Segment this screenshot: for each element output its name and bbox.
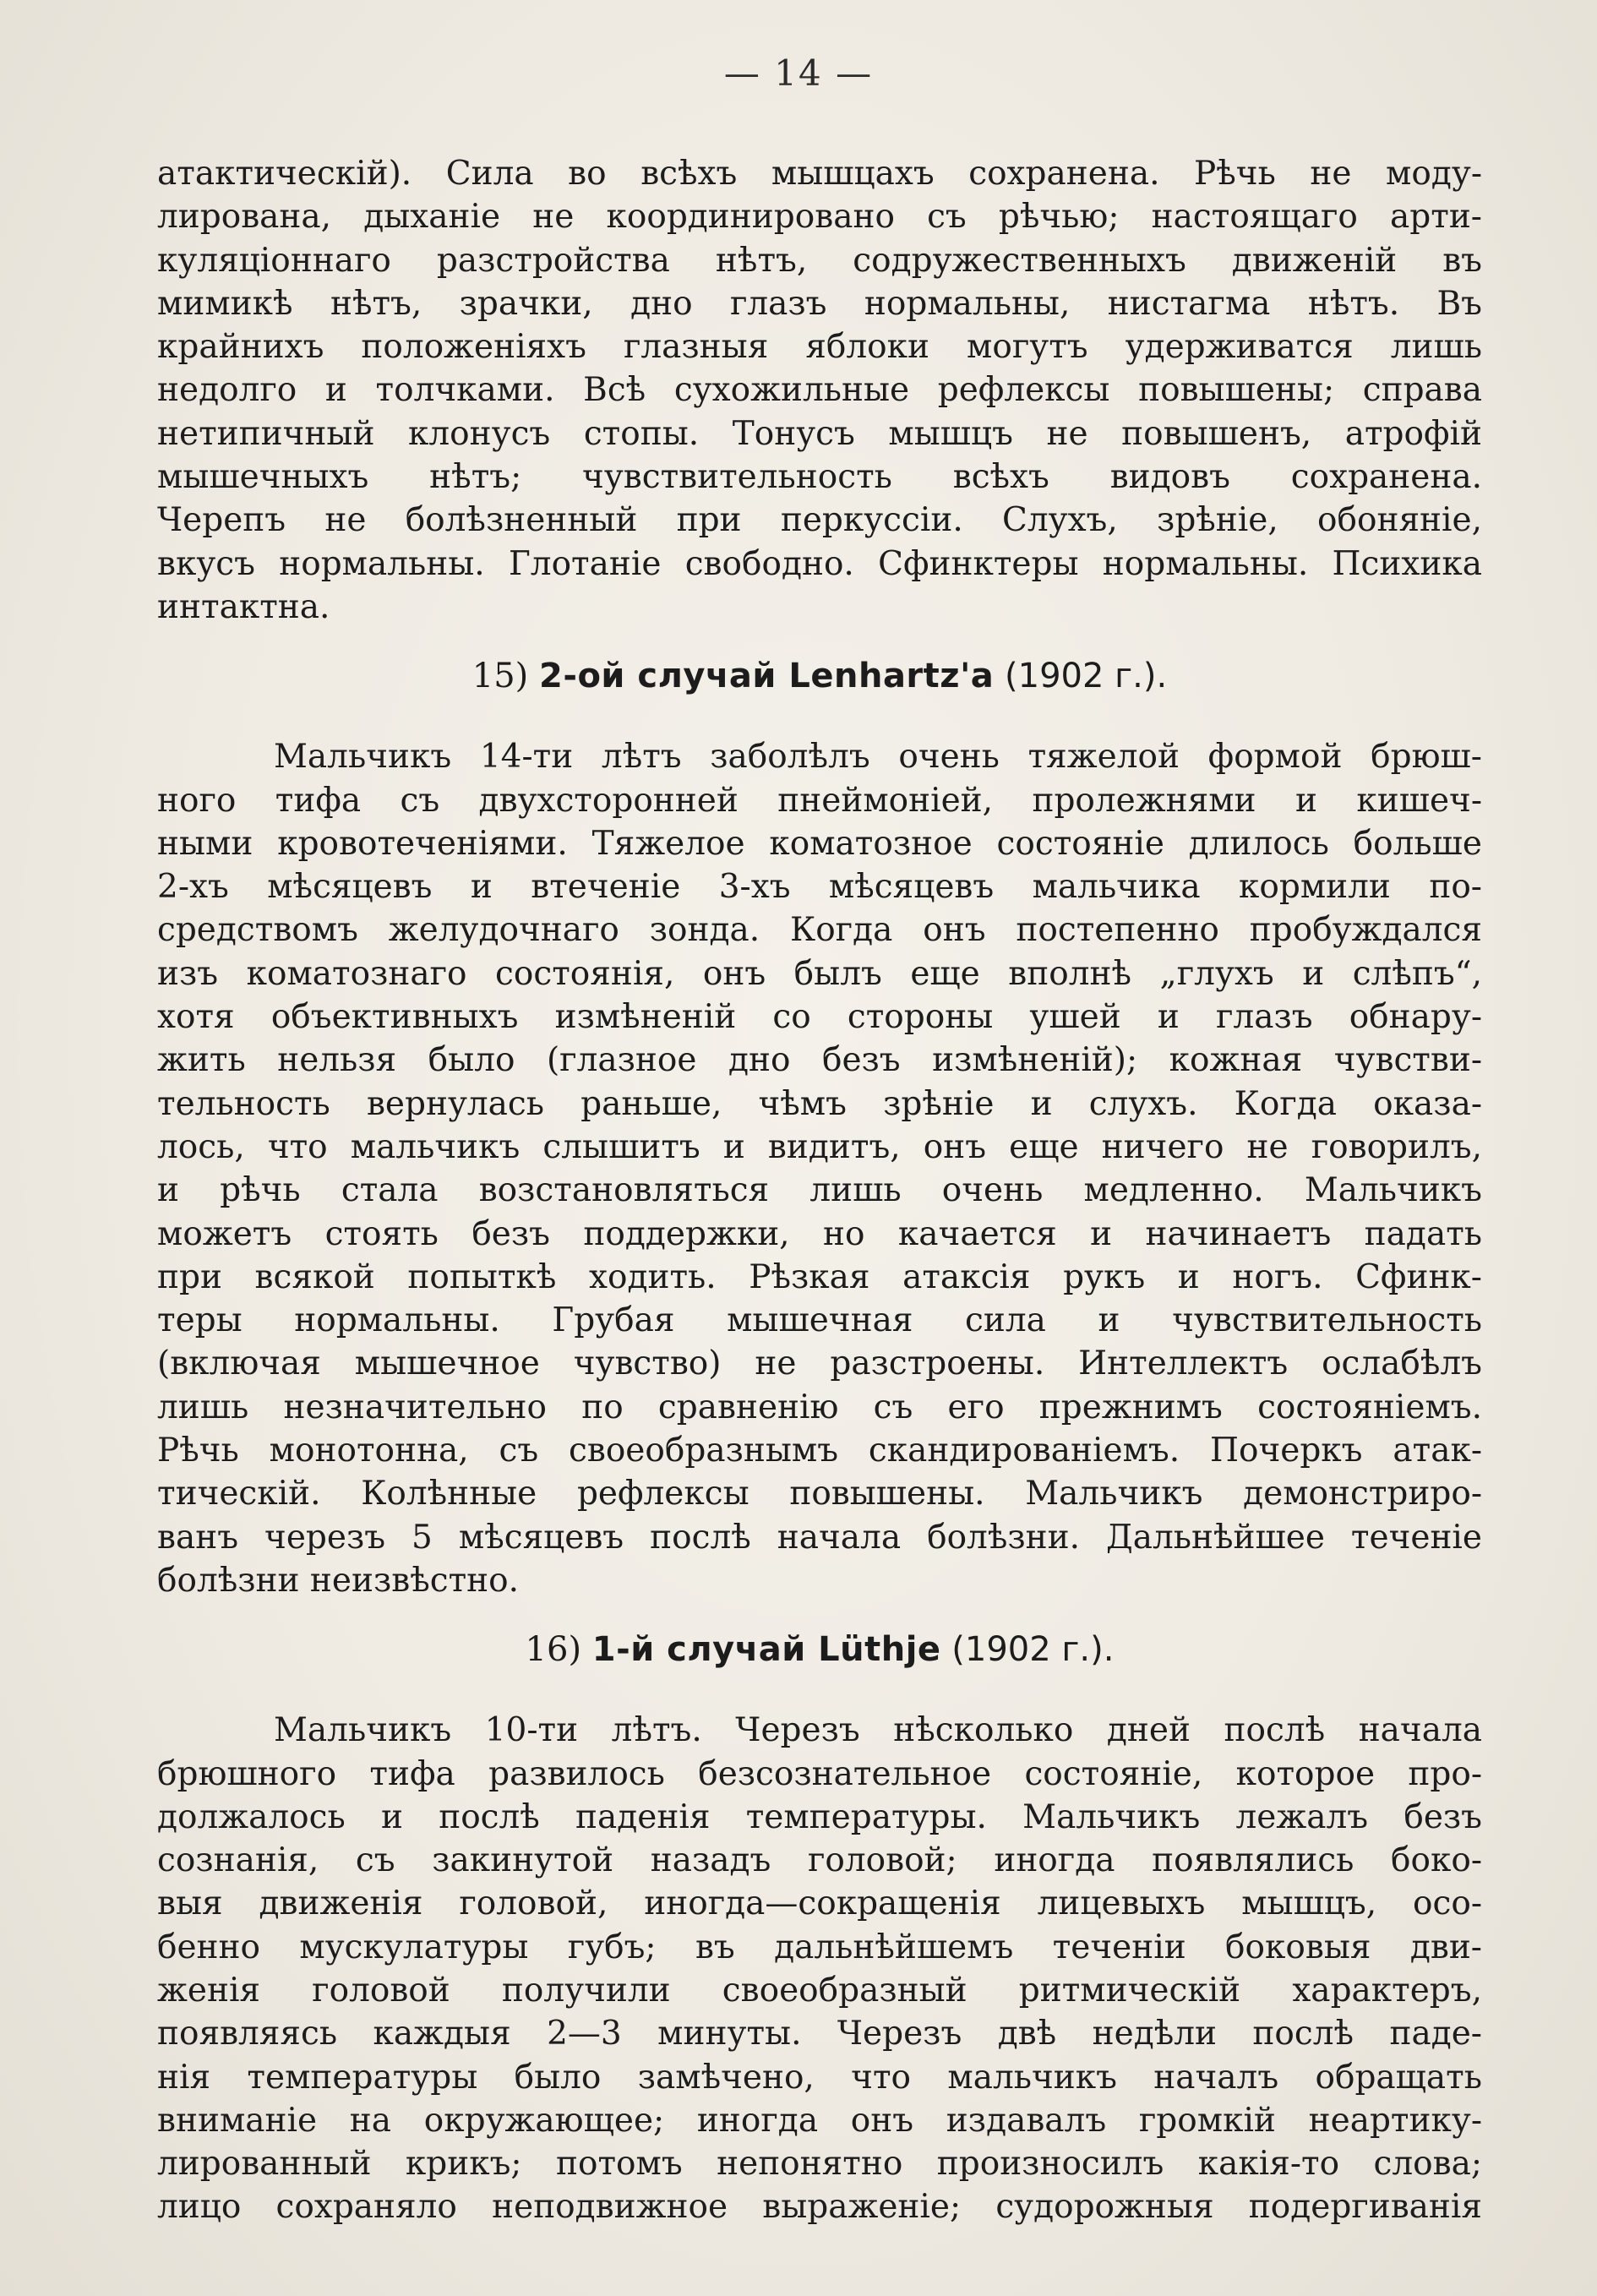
- text-line: Рѣчь монотонна, съ своеобразнымъ скандированіемъ. Почеркъ атак-: [157, 1432, 1482, 1470]
- text-line: Мальчикъ 10-ти лѣтъ. Черезъ нѣсколько дней послѣ начала: [274, 1711, 1482, 1750]
- text-line: тельность вернулась раньше, чѣмъ зрѣніе и слухъ. Когда оказа-: [157, 1084, 1482, 1123]
- text-line: при всякой попыткѣ ходить. Рѣзкая атаксія рукъ и ногъ. Сфинк-: [157, 1257, 1482, 1296]
- page-content: [157, 152, 1482, 2229]
- case-number: 16): [525, 1630, 582, 1670]
- text-line: брюшного тифа развилось безсознательное состояніе, которое про-: [157, 1754, 1482, 1793]
- text-line: мышечныхъ нѣтъ; чувствительность всѣхъ видовъ сохранена.: [157, 458, 1482, 497]
- text-line: лось, что мальчикъ слышитъ и видитъ, онъ еще ничего не говорилъ,: [157, 1127, 1482, 1166]
- case-heading-16: [157, 1628, 1482, 1672]
- text-line: нетипичный клонусъ стопы. Тонусъ мышцъ не повышенъ, атрофій: [157, 414, 1482, 453]
- text-line: ванъ черезъ 5 мѣсяцевъ послѣ начала болѣзни. Дальнѣйшее теченіе: [157, 1518, 1482, 1557]
- text-line: жить нельзя было (глазное дно безъ измѣненій); кожная чувстви-: [157, 1041, 1482, 1080]
- text-line: ного тифа съ двухсторонней пнеймоніей, пролежнями и кишеч-: [157, 781, 1482, 820]
- text-line: интактна.: [157, 587, 330, 626]
- text-line: Черепъ не болѣзненный при перкуссіи. Слухъ, зрѣніе, обоняніе,: [157, 501, 1482, 540]
- text-line: лицо сохраняло неподвижное выраженіе; судорожныя подергиванія: [157, 2188, 1482, 2227]
- text-line: и рѣчь стала возстановляться лишь очень медленно. Мальчикъ: [157, 1171, 1482, 1210]
- text-line: появляясь каждыя 2—3 минуты. Черезъ двѣ недѣли послѣ паде-: [157, 2015, 1482, 2053]
- text-line: сознанія, съ закинутой назадъ головой; иногда появлялись боко-: [157, 1841, 1482, 1880]
- text-line: бенно мускулатуры губъ; въ дальнѣйшемъ теченіи боковыя дви-: [157, 1928, 1482, 1966]
- case-heading-15: [157, 654, 1482, 698]
- paragraph-case-15: [157, 735, 1482, 1602]
- text-line: средствомъ желудочнаго зонда. Когда онъ постепенно пробуждался: [157, 911, 1482, 950]
- case-year: (1902 г.).: [1005, 657, 1168, 696]
- case-year: (1902 г.).: [951, 1630, 1115, 1670]
- text-line: выя движенія головой, иногда—сокращенія лицевыхъ мышцъ, осо-: [157, 1884, 1482, 1923]
- text-line: вкусъ нормальны. Глотаніе свободно. Сфинктеры нормальны. Психика: [157, 544, 1482, 583]
- text-line: (включая мышечное чувство) не разстроены. Интеллектъ ослабѣлъ: [157, 1344, 1482, 1383]
- text-line: должалось и послѣ паденія температуры. Мальчикъ лежалъ безъ: [157, 1797, 1482, 1836]
- case-number: 15): [471, 657, 529, 696]
- paragraph-case-16: [157, 1709, 1482, 2229]
- text-line: хотя объективныхъ измѣненій со стороны ушей и глазъ обнару-: [157, 998, 1482, 1037]
- text-line: ными кровотеченіями. Тяжелое коматозное состояніе длилось больше: [157, 824, 1482, 863]
- text-line: крайнихъ положеніяхъ глазныя яблоки могутъ удерживатся лишь: [157, 328, 1482, 367]
- text-line: куляціоннаго разстройства нѣтъ, содружественныхъ движеній въ: [157, 241, 1482, 280]
- page-number: — 14 —: [723, 52, 874, 94]
- text-line: лишь незначительно по сравненію съ его прежнимъ состояніемъ.: [157, 1388, 1482, 1426]
- text-line: можетъ стоять безъ поддержки, но качается и начинаетъ падать: [157, 1214, 1482, 1253]
- text-line: мимикѣ нѣтъ, зрачки, дно глазъ нормальны, нистагма нѣтъ. Въ: [157, 284, 1482, 323]
- text-line: Мальчикъ 14-ти лѣтъ заболѣлъ очень тяжелой формой брюш-: [274, 738, 1482, 777]
- text-line: изъ коматознаго состоянія, онъ былъ еще вполнѣ „глухъ и слѣпъ“,: [157, 954, 1482, 993]
- text-line: теры нормальны. Грубая мышечная сила и чувствительность: [157, 1301, 1482, 1340]
- text-line: лирована, дыханіе не координировано съ рѣчью; настоящаго арти-: [157, 198, 1482, 237]
- text-line: атактическій). Сила во всѣхъ мышцахъ сохранена. Рѣчь не моду-: [157, 155, 1482, 193]
- text-line: болѣзни неизвѣстно.: [157, 1561, 520, 1600]
- case-title: 2-ой случай Lenhartz'a: [539, 657, 995, 696]
- text-line: 2-хъ мѣсяцевъ и втеченіе 3-хъ мѣсяцевъ мальчика кормили по-: [157, 868, 1482, 907]
- paragraph-case-14-continued: [157, 152, 1482, 629]
- text-line: нія температуры было замѣчено, что мальчикъ началъ обращать: [157, 2058, 1482, 2097]
- text-line: вниманіе на окружающее; иногда онъ издавалъ громкій неартику-: [157, 2101, 1482, 2140]
- text-line: лированный крикъ; потомъ непонятно произносилъ какія-то слова;: [157, 2145, 1482, 2184]
- case-title: 1-й случай Lüthje: [591, 1630, 941, 1670]
- text-line: недолго и толчками. Всѣ сухожильные рефлексы повышены; справа: [157, 371, 1482, 410]
- text-line: женія головой получили своеобразный ритмическій характеръ,: [157, 1971, 1482, 2010]
- text-line: тическій. Колѣнные рефлексы повышены. Мальчикъ демонстриро-: [157, 1475, 1482, 1513]
